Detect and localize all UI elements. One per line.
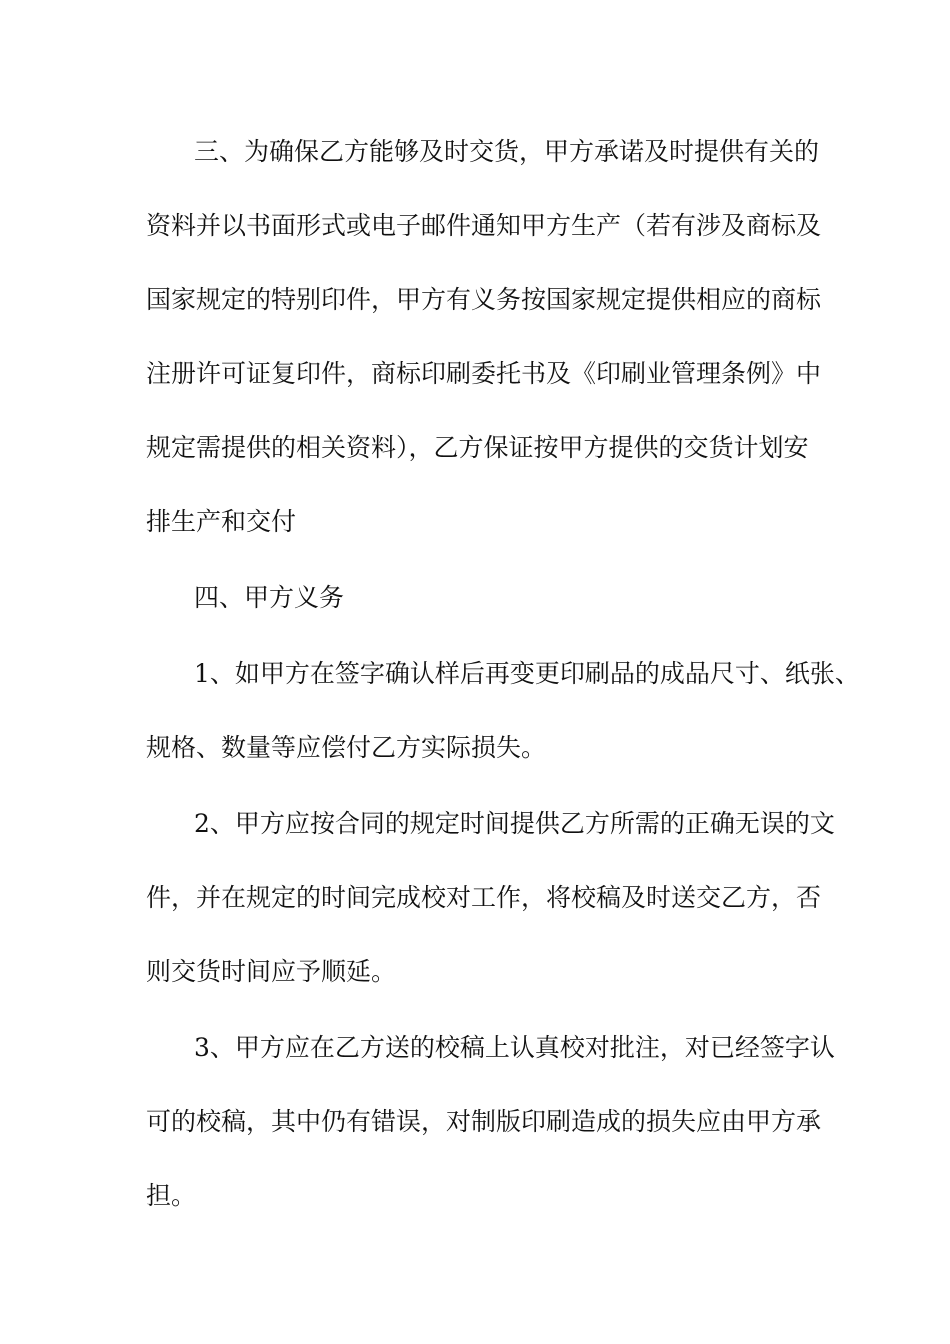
item-1-line-2: 规格、数量等应偿付乙方实际损失。 [146,733,547,762]
item-2-line-2: 件，并在规定的时间完成校对工作，将校稿及时送交乙方，否 [146,883,822,912]
clause-3-line-6: 排生产和交付 [146,507,297,536]
item-1-line-1: 1、如甲方在签字确认样后再变更印刷品的成品尺寸、纸张、 [194,659,860,688]
clause-3-line-2: 资料并以书面形式或电子邮件通知甲方生产（若有涉及商标及 [146,211,822,240]
clause-3-line-1: 三、为确保乙方能够及时交货，甲方承诺及时提供有关的 [194,137,820,166]
item-3-line-3: 担。 [146,1181,197,1210]
item-2-line-1: 2、甲方应按合同的规定时间提供乙方所需的正确无误的文 [194,809,835,838]
item-3-line-2: 可的校稿，其中仍有错误，对制版印刷造成的损失应由甲方承 [146,1107,822,1136]
clause-3-line-3: 国家规定的特别印件，甲方有义务按国家规定提供相应的商标 [146,285,822,314]
item-2-line-3: 则交货时间应予顺延。 [146,957,397,986]
clause-3-line-5: 规定需提供的相关资料），乙方保证按甲方提供的交货计划安 [146,433,809,462]
clause-3-line-4: 注册许可证复印件，商标印刷委托书及《印刷业管理条例》中 [146,359,822,388]
section-4-heading: 四、甲方义务 [194,583,345,612]
item-3-line-1: 3、甲方应在乙方送的校稿上认真校对批注，对已经签字认 [194,1033,835,1062]
